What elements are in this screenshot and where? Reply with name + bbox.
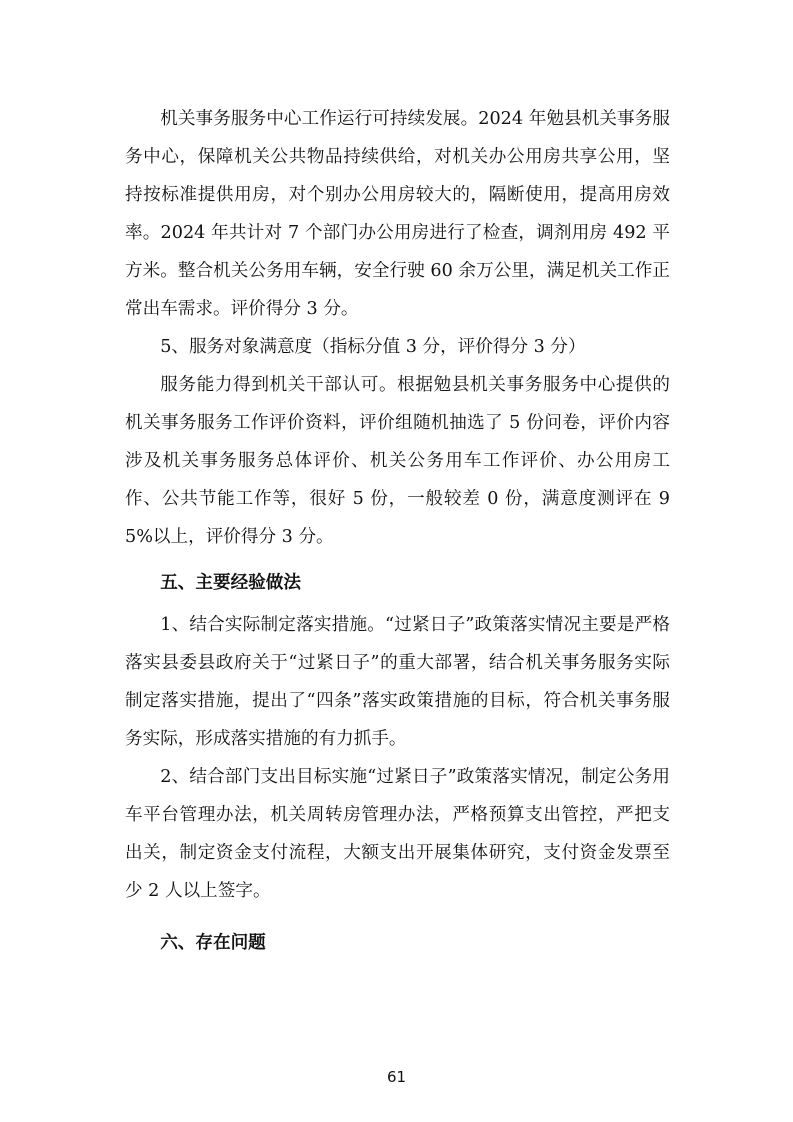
paragraph-service-center-operation: 机关事务服务中心工作运行可持续发展。2024 年勉县机关事务服务中心，保障机关公共物品持续供给，对机关办公用房共享公用，坚持按标准提供用房，对个别办公用房较大的，隔断使用，提高用房效率。2024 年共计对 7 个部门办公用房进行了检查，调剂用房 492 平方米。整合机关公务用车辆，安全行驶 60 余万公里，满足机关工作正常出车需求。评价得分 3 分。 xyxy=(125,109,670,319)
section-heading-existing-problems: 六、存在问题 xyxy=(160,933,266,953)
paragraph-service-capability: 服务能力得到机关干部认可。根据勉县机关事务服务中心提供的机关事务服务工作评价资料，评价组随机抽选了 5 份问卷，评价内容涉及机关事务服务总体评价、机关公务用车工作评价、办公用房工作、公共节能工作等，很好 5 份，一般较差 0 份，满意度测评在 95%以上，评价得分 3 分。 xyxy=(125,375,670,547)
document-body xyxy=(125,100,670,966)
paragraph-satisfaction-indicator: 5、服务对象满意度（指标分值 3 分，评价得分 3 分） xyxy=(160,337,586,357)
section-heading-main-experience: 五、主要经验做法 xyxy=(160,573,301,593)
paragraph-experience-2: 2、结合部门支出目标实施“过紧日子”政策落实情况，制定公务用车平台管理办法，机关周转房管理办法，严格预算支出管控，严把支出关，制定资金支付流程，大额支出开展集体研究，支付资金发票至少 2 人以上签字。 xyxy=(125,767,670,901)
paragraph-experience-1: 1、结合实际制定落实措施。“过紧日子”政策落实情况主要是严格落实县委县政府关于“过紧日子”的重大部署，结合机关事务服务实际制定落实措施，提出了“四条”落实政策措施的目标，符合机关事务服务实际，形成落实措施的有力抓手。 xyxy=(125,615,670,749)
page-number: 61 xyxy=(386,1068,407,1086)
